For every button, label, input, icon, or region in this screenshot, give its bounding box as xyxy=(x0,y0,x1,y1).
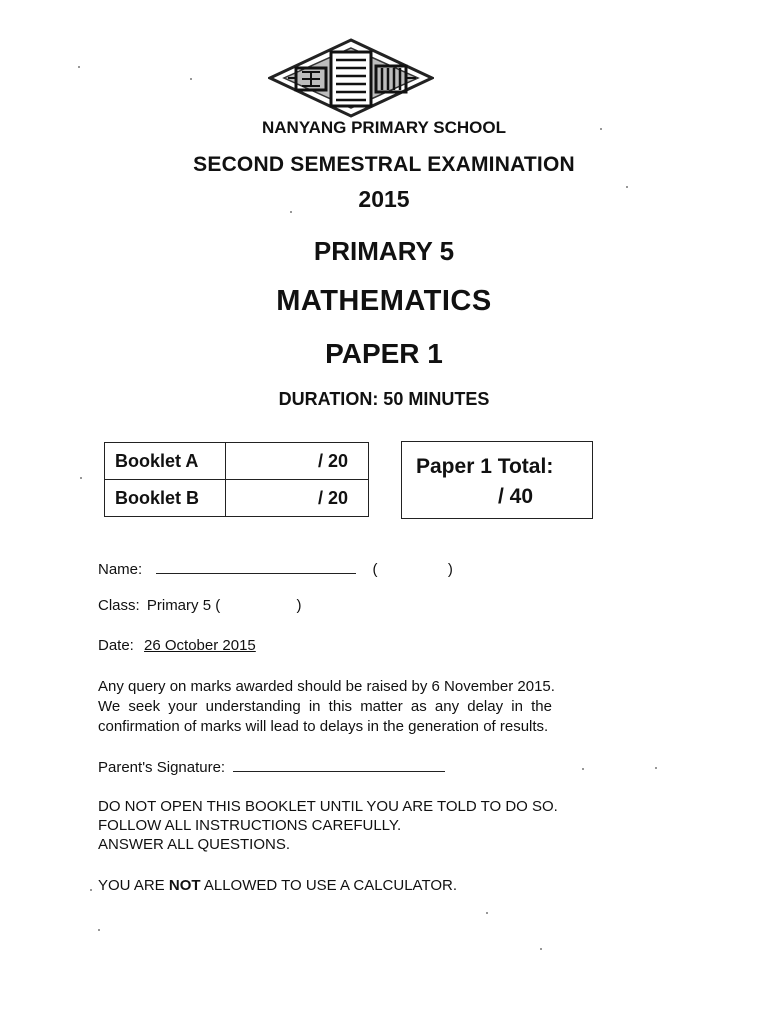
name-field[interactable] xyxy=(156,559,356,574)
instruction-line: FOLLOW ALL INSTRUCTIONS CAREFULLY. xyxy=(98,817,402,834)
calculator-notice-prefix: YOU ARE xyxy=(98,877,169,894)
booklet-b-score: / 20 xyxy=(226,480,369,517)
calculator-notice-emphasis: NOT xyxy=(168,877,201,894)
notice-line: Any query on marks awarded should be raised by 6 November 2015. xyxy=(98,678,555,695)
instructions xyxy=(98,797,558,854)
scan-speck xyxy=(582,768,584,770)
scan-speck xyxy=(600,128,602,130)
marks-table xyxy=(104,442,369,517)
class-close: ) xyxy=(296,597,302,614)
register-number-close: ) xyxy=(447,561,453,578)
signature-label: Parent's Signature: xyxy=(98,759,226,776)
scan-speck xyxy=(98,929,100,931)
table-row xyxy=(105,480,369,517)
name-label: Name: xyxy=(98,561,143,578)
class-value: Primary 5 ( xyxy=(146,597,221,614)
instruction-line: ANSWER ALL QUESTIONS. xyxy=(98,836,290,853)
school-crest-logo xyxy=(268,38,434,120)
paper-number: PAPER 1 xyxy=(325,338,443,369)
grade-level: PRIMARY 5 xyxy=(313,236,455,266)
exam-year: 2015 xyxy=(358,186,410,212)
duration: DURATION: 50 MINUTES xyxy=(278,389,490,409)
marks-query-notice xyxy=(98,677,646,737)
signature-field[interactable] xyxy=(233,757,445,772)
notice-line: confirmation of marks will lead to delays in the generation of results. xyxy=(98,718,549,735)
exam-title: SECOND SEMESTRAL EXAMINATION xyxy=(193,153,575,176)
scan-speck xyxy=(80,477,82,479)
scan-speck xyxy=(78,66,80,68)
date-value: 26 October 2015 xyxy=(144,637,256,654)
subject-title: MATHEMATICS xyxy=(276,285,492,317)
paper-total-box xyxy=(401,441,593,519)
scan-speck xyxy=(290,211,292,213)
paper-total-label: Paper 1 Total: xyxy=(416,455,554,478)
scan-speck xyxy=(486,912,488,914)
booklet-b-label: Booklet B xyxy=(105,480,226,517)
scan-speck xyxy=(190,78,192,80)
class-row xyxy=(98,597,302,614)
register-number-open: ( xyxy=(372,561,378,578)
scan-speck xyxy=(540,948,542,950)
date-label: Date: xyxy=(98,637,134,654)
scan-speck xyxy=(655,767,657,769)
class-label: Class: xyxy=(98,597,140,614)
date-row xyxy=(98,637,256,654)
calculator-notice xyxy=(98,877,457,894)
table-row xyxy=(105,443,369,480)
school-name: NANYANG PRIMARY SCHOOL xyxy=(261,118,506,137)
notice-line: We seek your understanding in this matter as any delay in the xyxy=(98,698,552,715)
signature-row xyxy=(98,757,445,776)
scan-speck xyxy=(90,889,92,891)
scan-speck xyxy=(626,186,628,188)
calculator-notice-suffix: ALLOWED TO USE A CALCULATOR. xyxy=(200,877,458,894)
instruction-line: DO NOT OPEN THIS BOOKLET UNTIL YOU ARE TOLD TO DO SO. xyxy=(98,798,558,815)
name-row xyxy=(98,559,453,578)
paper-total-score: / 40 xyxy=(498,485,534,508)
booklet-a-score: / 20 xyxy=(226,443,369,480)
booklet-a-label: Booklet A xyxy=(105,443,226,480)
